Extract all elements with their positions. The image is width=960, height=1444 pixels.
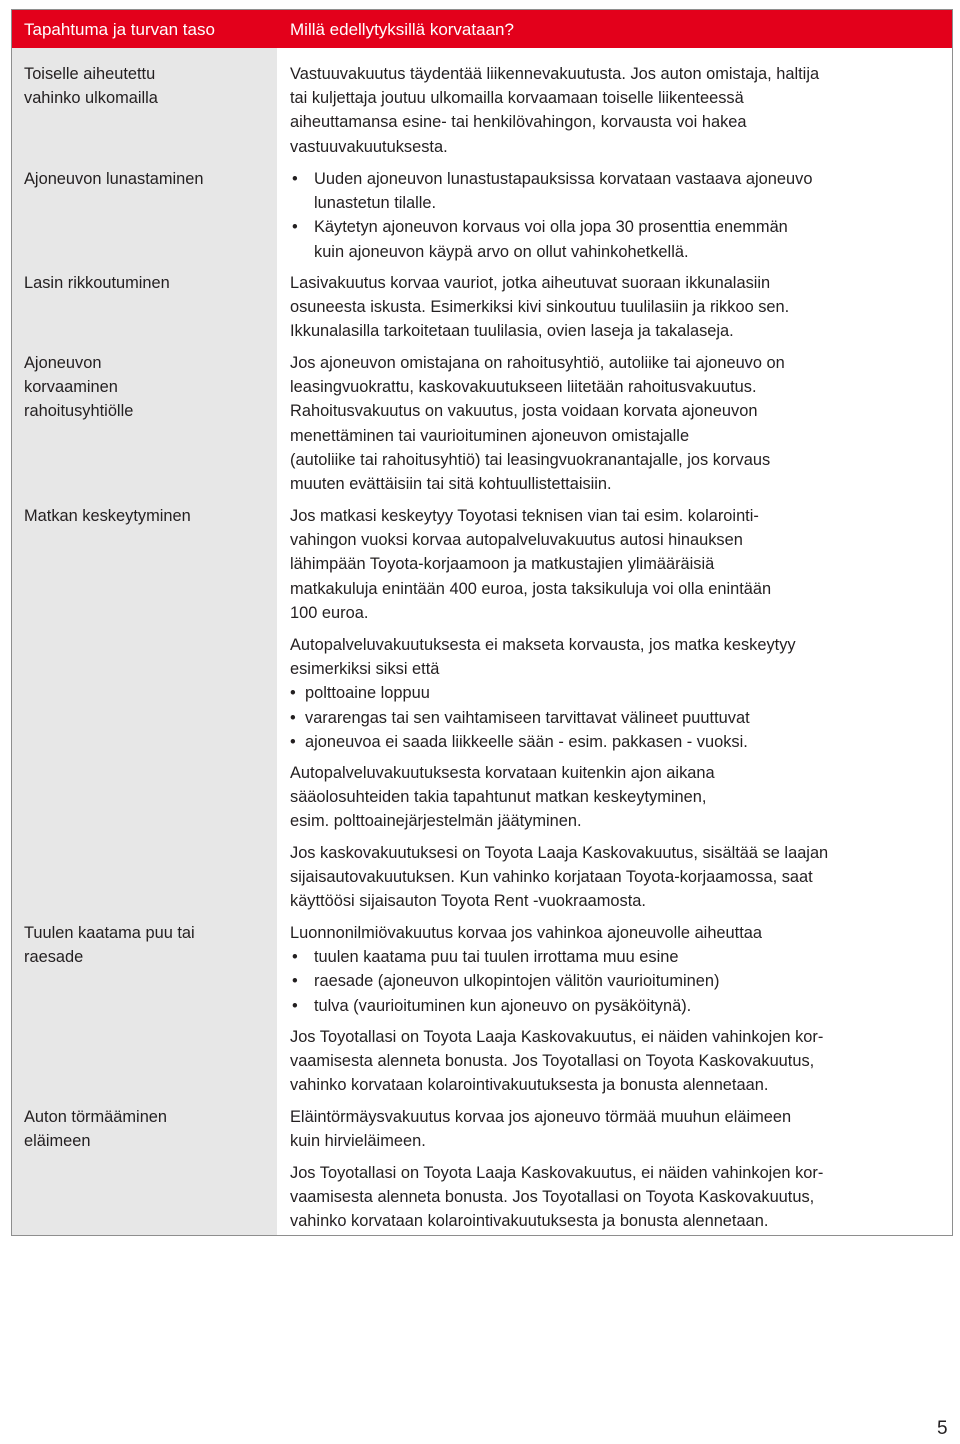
- insurance-coverage-table: [11, 9, 953, 1236]
- row-text-trip-interruption-p2: Autopalveluvakuutuksesta ei makseta korvausta, jos matka keskeytyy esimerkiksi siksi että • polttoaine loppuu • vararengas tai sen vaihtamiseen tarvittavat välineet puuttuvat • ajoneuvoa ei saada liikkeelle sään - esim. pakkasen - vuoksi.: [290, 633, 950, 754]
- list-item: • Uuden ajoneuvon lunastustapauksissa korvataan vastaava ajoneuvo: [290, 167, 950, 191]
- row-text-animal-collision-p2: Jos Toyotallasi on Toyota Laaja Kaskovakuutus, ei näiden vahinkojen kor- vaamisesta alenneta bonusta. Jos Toyotallasi on Toyota Kaskovakuutus, vahinko korvataan kolarointivakuutuksesta ja bonusta alennetaan.: [290, 1164, 824, 1231]
- row-text-trip-interruption-p3: Autopalveluvakuutuksesta korvataan kuitenkin ajon aikana sääolosuhteiden takia tapahtunut matkan keskeytyminen, esim. polttoainejärjestelmän jäätyminen.: [290, 764, 715, 831]
- row-label-trip-interruption: Matkan keskeytyminen: [24, 507, 191, 525]
- header-conditions-label: Millä edellytyksillä korvataan?: [290, 20, 514, 39]
- row-text-animal-collision-p1: Eläintörmäysvakuutus korvaa jos ajoneuvo törmää muuhun eläimeen kuin hirvieläimeen.: [290, 1108, 792, 1151]
- list-item-continued: kuin ajoneuvon käypä arvo on ollut vahinkohetkellä.: [314, 242, 689, 261]
- list-item: • Käytetyn ajoneuvon korvaus voi olla jopa 30 prosenttia enemmän: [290, 215, 950, 239]
- row-label-vehicle-redemption: Ajoneuvon lunastaminen: [24, 170, 204, 188]
- row-text-vehicle-redemption: [290, 167, 950, 264]
- list-item: • tulva (vaurioituminen kun ajoneuvo on pysäköitynä).: [290, 994, 950, 1018]
- header-event-label: Tapahtuma ja turvan taso: [24, 20, 215, 39]
- row-label-glass-breakage: Lasin rikkoutuminen: [24, 274, 170, 292]
- row-text-finance-company: Jos ajoneuvon omistajana on rahoitusyhtiö, autoliike tai ajoneuvo on leasingvuokrattu, kaskovakuutukseen liitetään rahoitusvakuutus. Rahoitusvakuutus on vakuutus, josta voidaan korvata ajoneuvon menettäminen tai vaurioituminen ajoneuvon omistajalle (autoliike tai rahoitusyhtiö) tai leasingvuokranantajalle, jos korvaus muuten evättäisiin tai sitä kohtuullistettaisiin.: [290, 354, 785, 494]
- row-text-trip-interruption-p4: Jos kaskovakuutuksesi on Toyota Laaja Kaskovakuutus, sisältää se laajan sijaisautovakuutuksen. Kun vahinko korjataan Toyota-korjaamossa, saat käyttöösi sijaisauton Toyota Rent -vuokraamosta.: [290, 844, 829, 911]
- list-item: • ajoneuvoa ei saada liikkeelle sään - esim. pakkasen - vuoksi.: [290, 730, 950, 754]
- event-column: [12, 10, 277, 1235]
- row-label-natural-phenomena: Tuulen kaatama puu tai raesade: [24, 924, 195, 967]
- page-number: 5: [937, 1418, 948, 1439]
- row-text-glass-breakage: Lasivakuutus korvaa vauriot, jotka aiheutuvat suoraan ikkunalasiin osuneesta iskusta. Esimerkiksi kivi sinkoutuu tuulilasiin ja rikkoo sen. Ikkunalasilla tarkoitetaan tuulilasia, ovien laseja ja takalaseja.: [290, 274, 790, 341]
- list-item: • vararengas tai sen vaihtamiseen tarvittavat välineet puuttuvat: [290, 706, 950, 730]
- row-label-foreign-damage: Toiselle aiheutettu vahinko ulkomailla: [24, 65, 158, 108]
- row-text-natural-phenomena-p2: Jos Toyotallasi on Toyota Laaja Kaskovakuutus, ei näiden vahinkojen kor- vaamisesta alenneta bonusta. Jos Toyotallasi on Toyota Kaskovakuutus, vahinko korvataan kolarointivakuutuksesta ja bonusta alennetaan.: [290, 1028, 824, 1095]
- row-text-foreign-damage: Vastuuvakuutus täydentää liikennevakuutusta. Jos auton omistaja, haltija tai kuljettaja joutuu ulkomailla korvaamaan toiselle liikenteessä aiheuttamansa esine- tai henkilövahingon, korvausta voi hakea vastuuvakuutuksesta.: [290, 65, 820, 156]
- row-label-finance-company: Ajoneuvon korvaaminen rahoitusyhtiölle: [24, 354, 134, 421]
- list-item: • tuulen kaatama puu tai tuulen irrottama muu esine: [290, 945, 950, 969]
- row-label-animal-collision: Auton törmääminen eläimeen: [24, 1108, 168, 1151]
- list-item: • polttoaine loppuu: [290, 681, 950, 705]
- table-header: [12, 10, 952, 48]
- list-item-continued: lunastetun tilalle.: [314, 194, 437, 213]
- row-text-natural-phenomena-p1: Luonnonilmiövakuutus korvaa jos vahinkoa ajoneuvolle aiheuttaa • tuulen kaatama puu tai tuulen irrottama muu esine • raesade (ajoneuvon ulkopintojen välitön vaurioituminen) • tulva (vaurioituminen kun ajoneuvo on pysäköitynä).: [290, 921, 950, 1018]
- list-item: • raesade (ajoneuvon ulkopintojen välitön vaurioituminen): [290, 969, 950, 993]
- row-text-trip-interruption-p1: Jos matkasi keskeytyy Toyotasi teknisen vian tai esim. kolarointi- vahingon vuoksi korvaa autopalveluvakuutus autosi hinauksen lähimpään Toyota-korjaamoon ja matkustajien ylimääräisiä matkakuluja enintään 400 euroa, josta taksikuluja voi olla enintään 100 euroa.: [290, 507, 772, 622]
